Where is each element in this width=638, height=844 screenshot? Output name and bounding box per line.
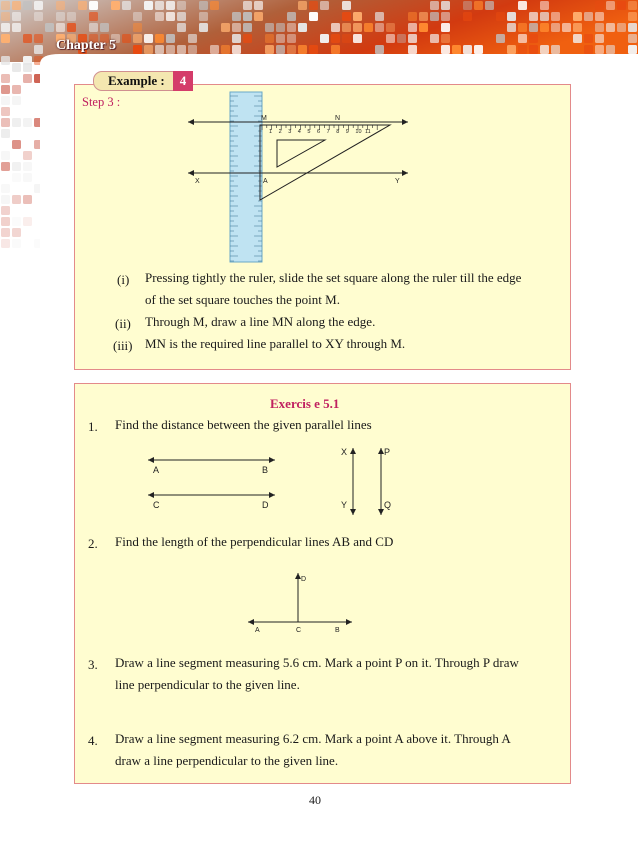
- scale-number: 8: [336, 129, 340, 135]
- question-number: 2.: [88, 536, 98, 551]
- label-d: D: [262, 500, 269, 510]
- question-text: Draw a line segment measuring 6.2 cm. Mark a point A above it. Through A: [115, 731, 511, 746]
- label-m: M: [261, 115, 267, 122]
- scale-number: 6: [317, 129, 321, 135]
- label-d: D: [301, 576, 307, 583]
- scale-number: 10: [355, 129, 362, 135]
- step-marker: (iii): [113, 338, 133, 353]
- label-a: A: [255, 627, 260, 634]
- ruler: [230, 92, 262, 262]
- label-b: B: [262, 465, 269, 475]
- step-text-cont: of the set square touches the point M.: [145, 292, 340, 307]
- question-number: 1.: [88, 419, 98, 434]
- label-c: C: [153, 500, 160, 510]
- label-a: A: [153, 465, 160, 475]
- example-tab-number: 4: [173, 71, 193, 91]
- chapter-heading: Chapter 5: [56, 38, 117, 53]
- scale-number: 11: [365, 129, 371, 135]
- step-marker: (ii): [115, 316, 131, 331]
- step-marker: (i): [117, 272, 130, 287]
- question-number: 4.: [88, 733, 98, 748]
- step-text: Pressing tightly the ruler, slide the set square along the ruler till the edge: [145, 270, 522, 285]
- step-text: Through M, draw a line MN along the edge.: [145, 314, 376, 329]
- label-x: X: [341, 447, 348, 457]
- scale-number: 2: [278, 129, 282, 135]
- scale-number: 3: [288, 129, 292, 135]
- label-p: P: [384, 447, 391, 457]
- page-number: 40: [309, 793, 321, 807]
- question-text: Find the length of the perpendicular lines AB and CD: [115, 534, 394, 549]
- scale-number: 1: [269, 129, 273, 135]
- label-n: N: [335, 115, 341, 122]
- exercise-title: Exercis e 5.1: [270, 396, 340, 411]
- scale-number: 7: [326, 129, 330, 135]
- label-x: X: [195, 178, 200, 185]
- label-b: B: [335, 627, 340, 634]
- step-label: Step 3 :: [82, 95, 121, 109]
- question-text-cont: draw a line perpendicular to the given line.: [115, 753, 339, 768]
- label-a: A: [263, 178, 268, 185]
- question-text: Find the distance between the given parallel lines: [115, 417, 372, 432]
- label-y: Y: [341, 500, 348, 510]
- label-c: C: [296, 627, 302, 634]
- question-text: Draw a line segment measuring 5.6 cm. Mark a point P on it. Through P draw: [115, 655, 519, 670]
- question-number: 3.: [88, 657, 98, 672]
- label-y: Y: [395, 178, 400, 185]
- scale-number: 5: [307, 129, 311, 135]
- ruler-set-square-figure: [180, 90, 420, 265]
- example-tab-label: Example :: [93, 71, 188, 91]
- step-text: MN is the required line parallel to XY through M.: [145, 336, 406, 351]
- set-square: [260, 125, 390, 200]
- perpendicular-lines-figure: [240, 565, 360, 640]
- label-q: Q: [384, 500, 392, 510]
- scale-number: 4: [297, 129, 301, 135]
- parallel-lines-figure: [140, 440, 410, 520]
- question-text-cont: line perpendicular to the given line.: [115, 677, 300, 692]
- scale-number: 9: [345, 129, 349, 135]
